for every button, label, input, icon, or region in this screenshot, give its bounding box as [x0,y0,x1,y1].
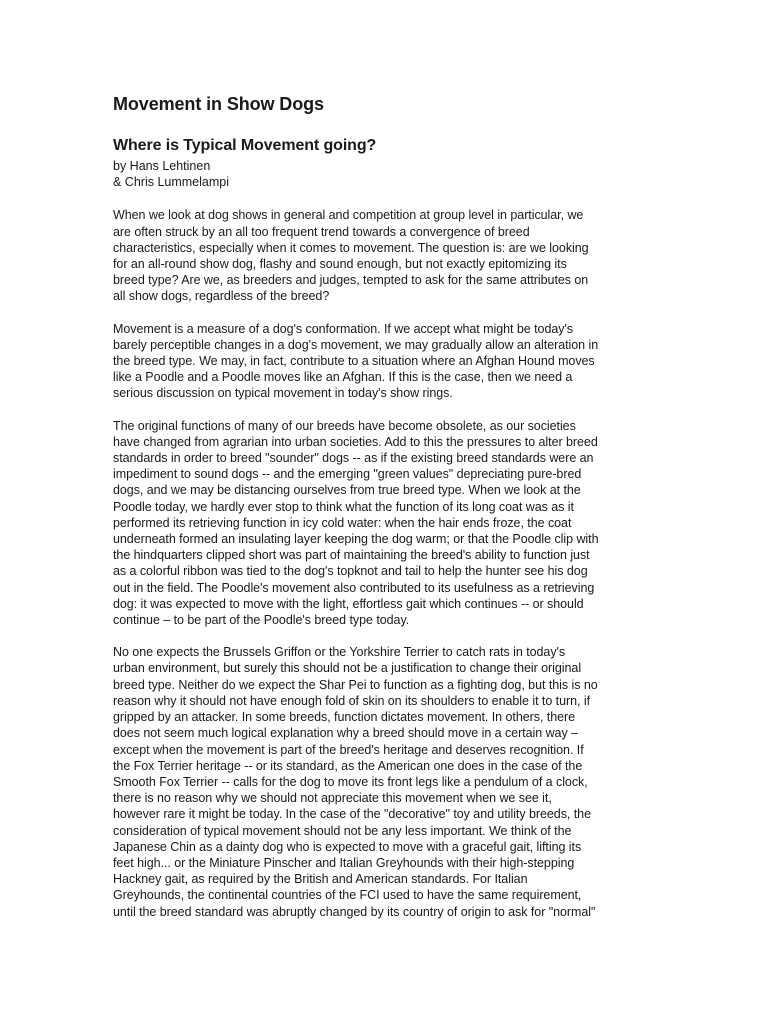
body-paragraph: The original functions of many of our breeds have become obsolete, as our societies have changed from agrarian into urban societies. Add to this the pressures to alter breed standards in order to breed "sounder" dogs -- as if the existing breed standards were an impediment to sound dogs -- and the emerging "green values" depreciating pure-bred dogs, and we may be distancing ourselves from true breed type. When we look at the Poodle today, we hardly ever stop to think what the function of its long coat was as it performed its retrieving function in icy cold water: when the hair ends froze, the coat underneath formed an insulating layer keeping the dog warm; or that the Poodle clip with the hindquarters clipped short was part of maintaining the breed's ability to function just as a colorful ribbon was tied to the dog's topknot and tail to help the hunter see his dog out in the field. The Poodle's movement also contributed to its usefulness as a retrieving dog: it was expected to move with the light, effortless gait which continues -- or should continue – to be part of the Poodle's breed type today. [113,418,599,628]
body-paragraph: No one expects the Brussels Griffon or the Yorkshire Terrier to catch rats in today's urban environment, but surely this should not be a justification to change their original breed type. Neither do we expect the Shar Pei to function as a fighting dog, but this is no reason why it should not have enough fold of skin on its shoulders to enable it to turn, if gripped by an attacker. In some breeds, function dictates movement. In others, there does not seem much logical explanation why a breed should move in a certain way – except when the movement is part of the breed's heritage and deserves recognition. If the Fox Terrier heritage -- or its standard, as the American one does in the case of the Smooth Fox Terrier -- calls for the dog to move its front legs like a pendulum of a clock, there is no reason why we should not appreciate this movement when we see it, however rare it might be today. In the case of the "decorative" toy and utility breeds, the consideration of typical movement should not be any less important. We think of the Japanese Chin as a dainty dog who is expected to move with a graceful gait, lifting its feet high... or the Miniature Pinscher and Italian Greyhounds with their high-stepping Hackney gait, as required by the British and American standards. For Italian Greyhounds, the continental countries of the FCI used to have the same requirement, until the breed standard was abruptly changed by its country of origin to ask for "normal" [113,645,598,919]
body-paragraph: Movement is a measure of a dog's conformation. If we accept what might be today's barely perceptible changes in a dog's movement, we may gradually allow an alteration in the breed type. We may, in fact, contribute to a situation where an Afghan Hound moves like a Poodle and a Poodle moves like an Afghan. If this is the case, then we need a serious discussion on typical movement in today's show rings. [113,321,599,401]
article-subtitle: Where is Typical Movement going? [113,137,377,154]
byline [113,158,658,190]
author-line: by Hans Lehtinen [113,159,211,173]
document-page [113,92,658,920]
article-title: Movement in Show Dogs [113,94,324,114]
body-paragraph: When we look at dog shows in general and competition at group level in particular, we are often struck by an all too frequent trend towards a convergence of breed characteristics, especially when it comes to movement. The question is: are we looking for an all-round show dog, flashy and sound enough, but not exactly epitomizing its breed type? Are we, as breeders and judges, tempted to ask for the same attributes on all show dogs, regardless of the breed? [113,208,589,304]
author-line: & Chris Lummelampi [113,175,230,190]
